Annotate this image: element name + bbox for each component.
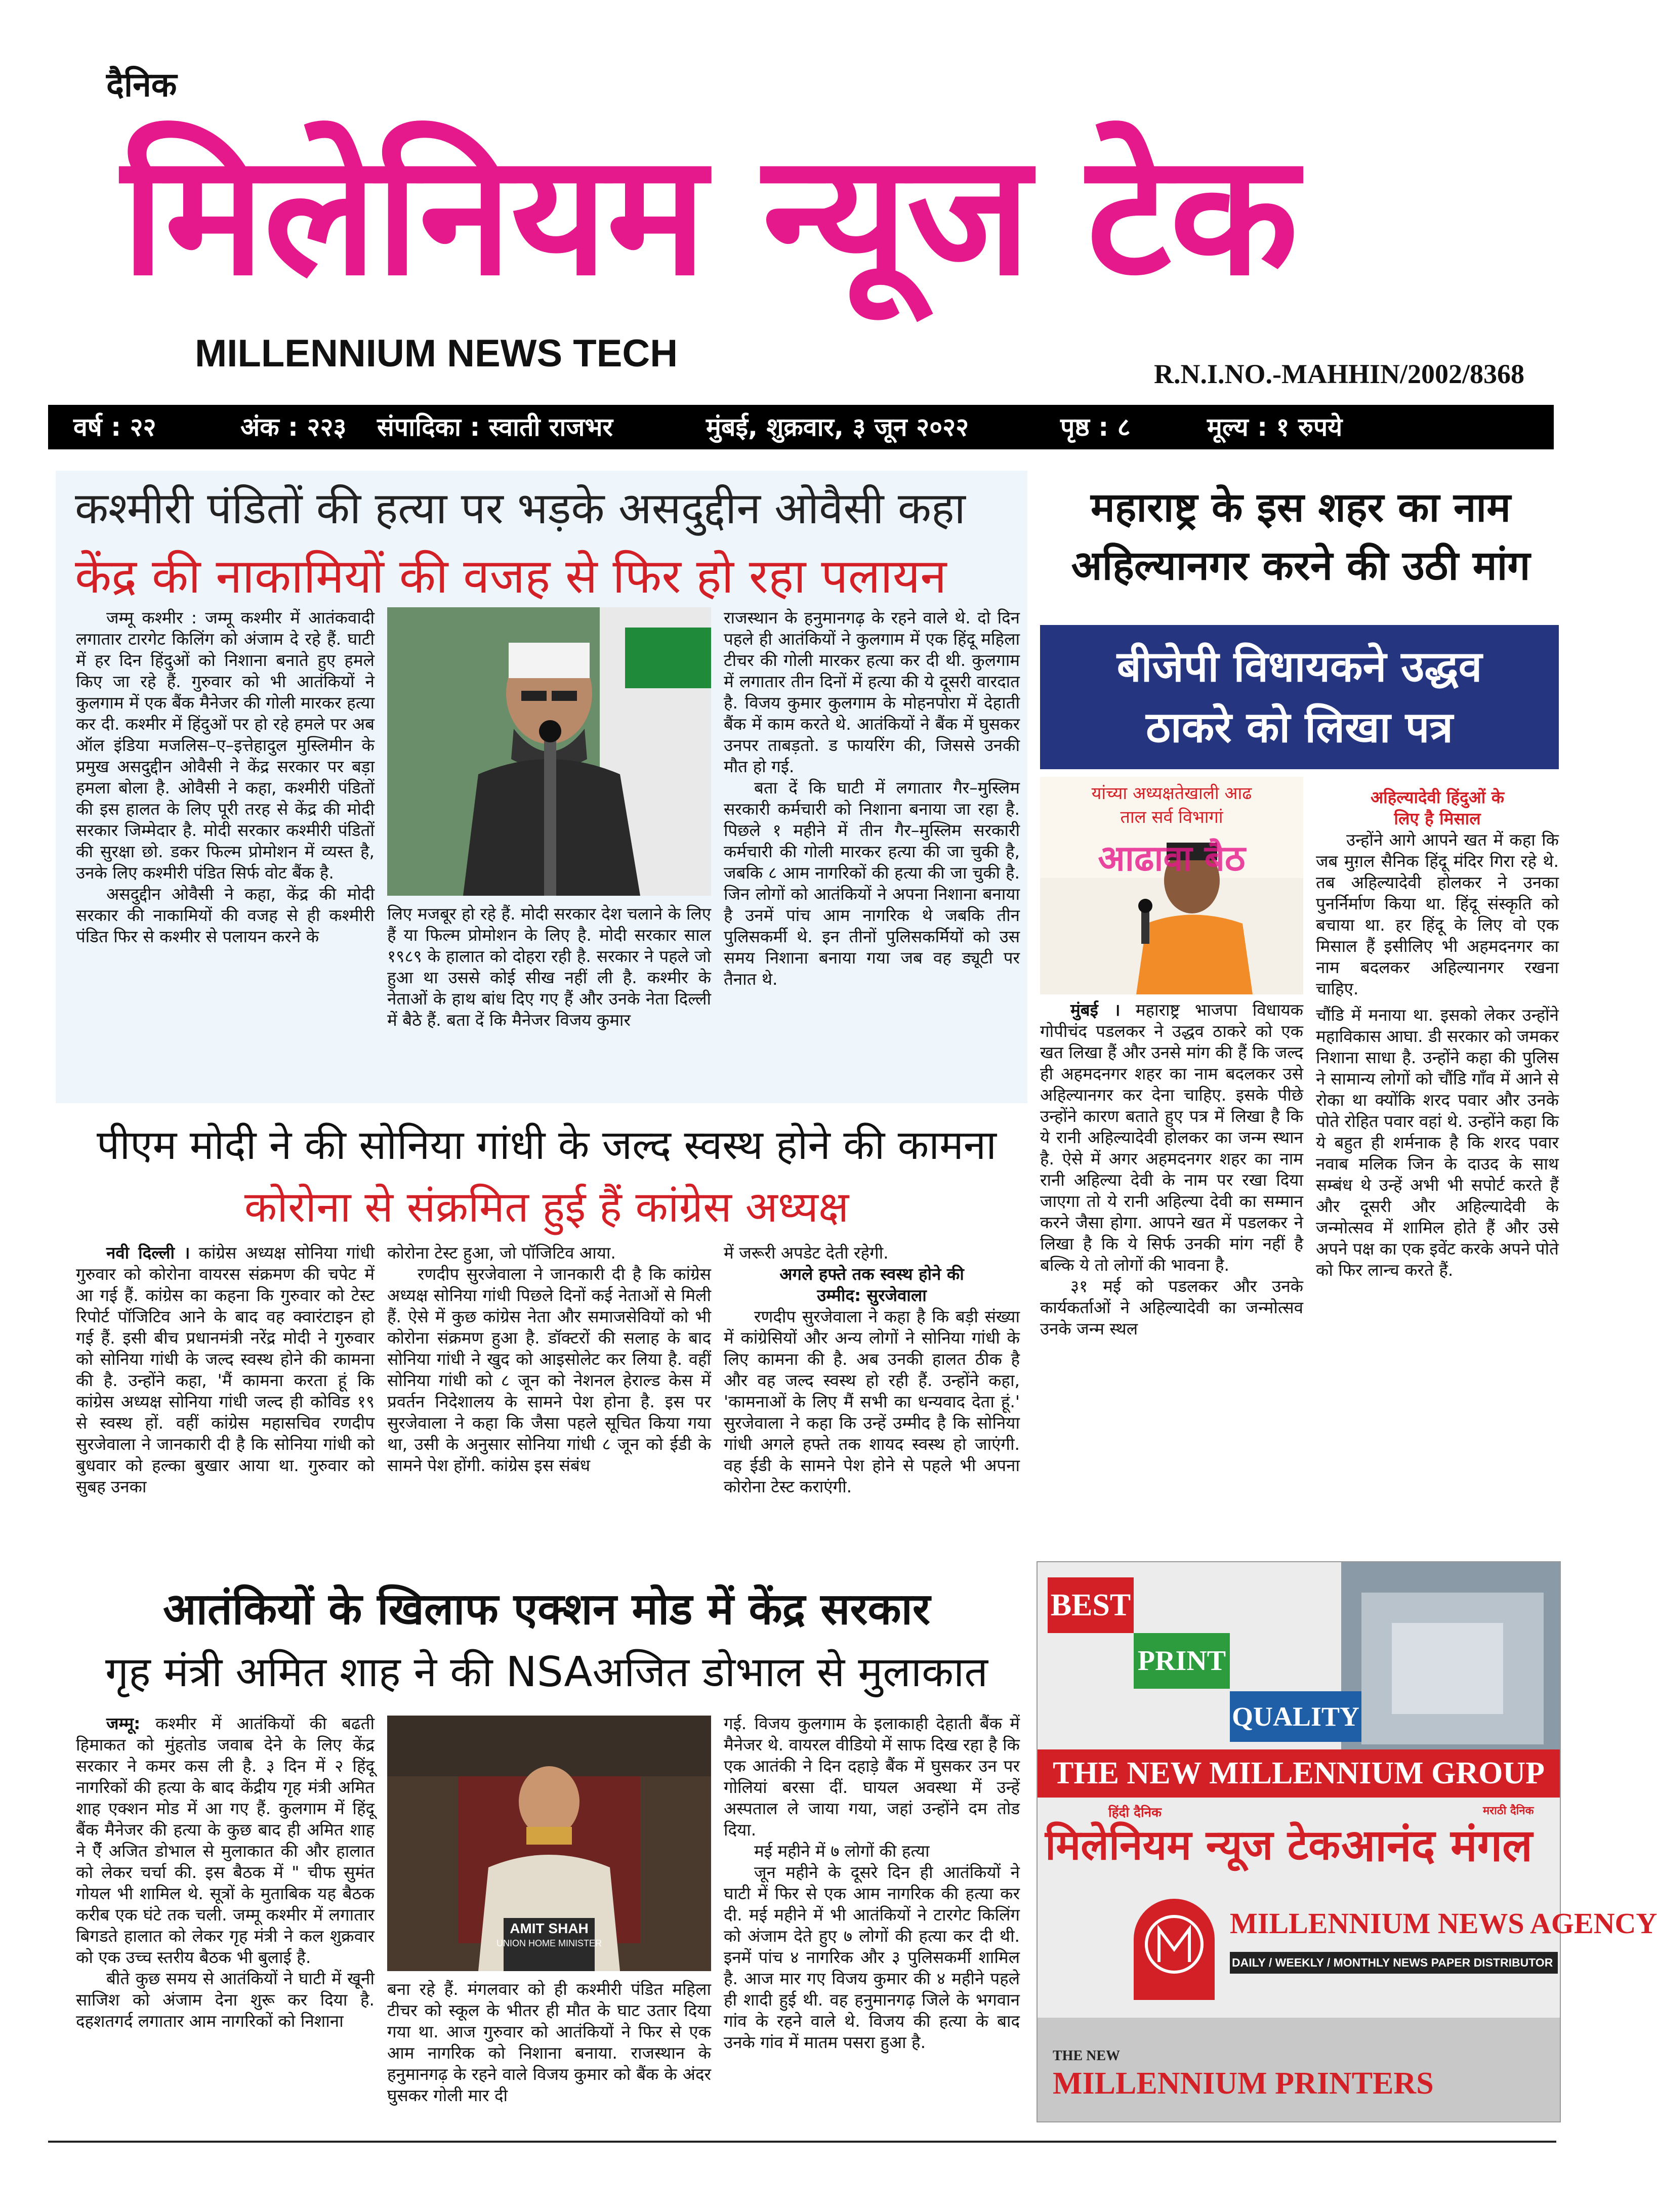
article-paragraph: जम्मू कश्मीर : जम्मू कश्मीर में आतंकवादी लगातार टारगेट किलिंग को अंजाम दे रहे हैं. घाटी में हर दिन हिंदुओं को निशाना बनाते हुए हमले किए जा रहे हैं. गुरुवार को भी आतंकियों ने कुलगाम में एक बैंक मैनेजर की गोली मारकर हत्या कर दी. कश्मीर में हिंदुओं पर हो रहे हमले पर अब ऑल इंडिया मजलिस–ए–इत्तेहादुल मुस्लिमीन के प्रमुख असदुद्दीन ओवैसी ने केंद्र सरकार पर बड़ा हमला बोला है. ओवैसी ने कहा, कश्मीरी पंडितों की इस हालत के लिए पूरी तरह से केंद्र की मोदी सरकार जिम्मेदार है. मोदी सरकार कश्मीरी पंडितों की सुरक्षा छो. डकर फिल्म प्रोमोशन में व्यस्त है, उनके लिए कश्मीरी पंडित सिर्फ वोट बैंक है. [76, 608, 375, 883]
article-ahilyanagar-headline [1038, 478, 1564, 595]
issue-price: मूल्य : १ रुपये [1207, 412, 1343, 442]
article-paragraph: कांग्रेस अध्यक्ष सोनिया गांधी गुरुवार को कोरोना वायरस संक्रमण की चपेट में आ गई हैं. कांग्रेस का कहना कि गुरुवार को टेस्ट रिपोर्ट पॉजिटिव आने के बाद वह क्वारंटाइन हो गई हैं. इसी बीच प्रधानमंत्री नरेंद्र मोदी ने गुरुवार को सोनिया गांधी के जल्द स्वस्थ होने की कामना की है. उन्होंने कहा, 'मैं कामना करता हूं कि कांग्रेस अध्यक्ष सोनिया गांधी जल्द ही कोविड १९ से स्वस्थ हों. वहीं कांग्रेस महासचिव रणदीप सुरजेवाला ने जानकारी दी है कि सोनिया गांधी को बुधवार को हल्का बुखार आया था. गुरुवार को सुबह उनका [76, 1243, 375, 1496]
article-paragraph: राजस्थान के हनुमानगढ़ के रहने वाले थे. दो दिन पहले ही आतंकियों ने कुलगाम में एक हिंदू महिला टीचर की गोली मारकर हत्या कर दी थी. कुलगाम में लगातार तीन दिनों में हत्या की ये दूसरी वारदात है. विजय कुमार कुलगाम के मोहनपोरा में देहाती बैंक में काम करते थे. आतंकियों ने बैंक में घुसकर उनपर ताबड़तो. ड फायरिंग की, जिससे उनकी मौत हो गई. [724, 608, 1020, 776]
ad-tag-best: BEST [1048, 1577, 1134, 1633]
article-paragraph: बता दें कि घाटी में लगातार गैर–मुस्लिम सरकारी कर्मचारी को निशाना बनाया जा रहा है. पिछले १ महीने में तीन गैर–मुस्लिम सरकारी कर्मचारी की गोली मारकर हत्या की जा चुकी है, जबकि ८ आम नागरिकों की हत्या की जा चुकी है. जिन लोगों को आतंकियों ने अपना निशाना बनाया है उनमें पांच आम नागरिक थे जबकि तीन पुलिसकर्मी थे. इन तीनों पुलिसकर्मियों को उस समय निशाना बनाया गया जब वह ड्यूटी पर तैनात थे. [724, 778, 1020, 989]
photo-banner-text: ताल सर्व विभागां [1120, 807, 1223, 827]
ad-paper1-label: हिंदी दैनिक [1108, 1805, 1162, 1820]
issue-editor: संपादिका : स्वाती राजभर [377, 412, 613, 442]
article-paragraph: रणदीप सुरजेवाला ने जानकारी दी है कि कांग्रेस अध्यक्ष सोनिया गांधी पिछले दिनों कई नेताओं से मिली हैं. ऐसे में कुछ कांग्रेस नेता और समाजसेवियों को भी कोरोना संक्रमण हुआ है. डॉक्टरों की सलाह के बाद सोनिया गांधी ने खुद को आइसोलेट कर लिया है. वहीं सोनिया गांधी को ८ जून को नेशनल हेराल्ड केस में प्रवर्तन निदेशालय के सामने पेश होना है. इस पर सुरजेवाला ने कहा कि जैसा पहले सूचित किया गया था, उसी के अनुसार सोनिया गांधी ८ जून को ईडी के सामने पेश होंगी. कांग्रेस इस संबंध [387, 1264, 711, 1475]
issue-year: वर्ष : २२ [73, 412, 156, 442]
boxed-headline-line: ठाकरे को लिखा पत्र [1146, 702, 1453, 752]
ad-paper2-name: आनंद मंगल [1341, 1819, 1532, 1871]
article-ahilyanagar-column-2 [1316, 787, 1559, 1546]
article-paragraph: ३१ मई को पडलकर और उनके कार्यकर्ताओं ने अहिल्यादेवी का जन्मोत्सव उनके जन्म स्थल [1040, 1276, 1303, 1339]
article-paragraph: गई. विजय कुलगाम के इलाकाही देहाती बैंक में मैनेजर थे. वायरल वीडियो में साफ दिख रहा है कि एक आतंकी ने दिन दहाड़े बैंक में घुसकर उन पर गोलियां बरसा दीं. घायल अवस्था में उन्हें अस्पताल ले जाया गया, जहां उन्होंने दम तोड दिया. [724, 1714, 1020, 1840]
article-subhead: अगले हफ्ते तक स्वस्थ होने की [779, 1264, 964, 1284]
article-dateline: जम्मू: [106, 1714, 141, 1733]
boxed-headline-line: बीजेपी विधायकने उद्धव [1116, 642, 1482, 691]
article-shah-headline: आतंकियों के खिलाफ एक्शन मोड में केंद्र सरकार [162, 1584, 931, 1635]
article-owaisi-headline: कश्मीरी पंडितों की हत्या पर भड़के असदुद्दीन ओवैसी कहा [75, 483, 966, 534]
issue-pages: पृष्ठ : ८ [1060, 412, 1131, 442]
article-shah-column-3 [724, 1713, 1020, 2133]
article-owaisi-column-2 [387, 903, 711, 1096]
article-paragraph: कश्मीर में आतंकियों की बढती हिमाकत को मुंहतोड जवाब देने के लिए केंद्र सरकार ने कमर कस ली है. ३ दिन में २ हिंदू नागरिकों की हत्या के बाद केंद्रीय गृह मंत्री अमित शाह एक्शन मोड में आ गए हैं. कुलगाम में हिंदू बैंक मैनेजर की हत्या के कुछ बाद ही अमित शाह ने ऐंँ अजित डोभाल से मुलाकात की और हालात को लेकर चर्चा की. इस बैठक में " चीफ सुमंत गोयल भी शामिल थे. सूत्रों के मुताबिक यह बैठक करीब एक घंटे तक चली. जम्मू कश्मीर में लगातार बिगडते हालात को लेकर गृह मंत्री ने कल शुक्रवार को एक उच्च स्तरीय बैठक भी बुलाई है. [76, 1714, 375, 1967]
masthead-title-english: MILLENNIUM NEWS TECH [195, 332, 678, 375]
article-paragraph: बना रहे हैं. मंगलवार को ही कश्मीरी पंडित महिला टीचर को स्कूल के भीतर ही मौत के घाट उतार दिया गया था. आज गुरुवार को आतंकियों ने फिर से एक आम नागरिक को निशाना बनाया. राजस्थान के हनुमानगढ़ के रहने वाले विजय कुमार को बैंक के अंदर घुसकर गोली मार दी [387, 1979, 711, 2105]
issue-dateline: मुंबई, शुक्रवार, ३ जून २०२२ [706, 412, 969, 442]
article-paragraph: रणदीप सुरजेवाला ने कहा है कि बड़ी संख्या में कांग्रेसियों और अन्य लोगों ने सोनिया गांधी के लिए कामना की है. अब उनकी हालत ठीक है और वह जल्द स्वस्थ हो रही हैं. उन्होंने कहा, 'कामनाओं के लिए मैं सभी का धन्यवाद देता हूं.' सुरजेवाला ने कहा कि उन्हें उम्मीद है कि सोनिया गांधी अगले हफ्ते तक शायद स्वस्थ हो जाएंगी. वह ईडी के सामने पेश होने से पहले भी अपना कोरोना टेस्ट कराएंगी. [724, 1307, 1020, 1496]
photo-banner-text: यांच्या अध्यक्षतेखाली आढ [1091, 783, 1252, 804]
amit-shah-photo [387, 1716, 711, 1971]
owaisi-photo [387, 607, 711, 896]
article-paragraph: बीते कुछ समय से आतंकियों ने घाटी में खूनी साजिश को अंजाम देना शुरू कर दिया है. दहशतगर्द लगातार आम नागरिकों को निशाना [76, 1969, 375, 2031]
article-subhead: मई महीने में ७ लोगों की हत्या [754, 1841, 930, 1861]
article-paragraph: लिए मजबूर हो रहे हैं. मोदी सरकार देश चलाने के लिए हैं या फिल्म प्रोमोशन के लिए है. मोदी सरकार साल १९८९ के हालात को दोहरा रही है. सरकार ने पहले जो हुआ था उससे कोई सीख नहीं ली है. कश्मीर के नेताओं के हाथ बांध दिए गए हैं और उनके नेता दिल्ली में बैठे हैं. बता दें कि मैनेजर विजय कुमार [387, 904, 711, 1030]
article-owaisi-column-3 [724, 607, 1020, 1093]
ad-printers-name: MILLENNIUM PRINTERS [1053, 2066, 1434, 2101]
article-shah-subheadline: गृह मंत्री अमित शाह ने की NSAअजित डोभाल से मुलाकात [105, 1648, 988, 1696]
article-paragraph: महाराष्ट्र भाजपा विधायक गोपीचंद पडलकर ने उद्धव ठाकरे को एक खत लिखा हैं और उनसे मांग की हैं कि जल्द ही अहमदनगर शहर का नाम बदलकर उसे अहिल्यानगर कर देना चाहिए. इसके पीछे उन्होंने कारण बताते हुए पत्र में लिखा है कि ये रानी अहिल्यादेवी होलकर का जन्म स्थान है. ऐसे में अगर अहमदनगर शहर का नाम रानी अहिल्या देवी के नाम पर रखा दिया जाएगा तो ये रानी अहिल्या देवी का सम्मान करने जैसा होगा. आपने खत में पडलकर ने लिखा है कि ये सिर्फ उनकी मांग नहीं है बल्कि ये तो लोगों की भावना है. [1040, 1000, 1303, 1275]
advertisement-millennium-group [1037, 1561, 1657, 2122]
photo-banner-text: आढावा बैठ [1098, 838, 1246, 879]
ad-paper1-name: मिलेनियम न्यूज टेक [1045, 1821, 1341, 1869]
ad-agency-subtitle: DAILY / WEEKLY / MONTHLY NEWS PAPER DISTRIBUTOR [1230, 1952, 1558, 1974]
article-ahilyanagar-column-1 [1040, 999, 1303, 1546]
article-sonia-column-1 [76, 1242, 375, 1566]
article-dateline: मुंबई । [1070, 1000, 1121, 1020]
article-dateline: नवी दिल्ली । [106, 1243, 190, 1263]
rni-number: R.N.I.NO.-MAHHIN/2002/8368 [1154, 359, 1524, 389]
issue-number: अंक : २२३ [240, 412, 347, 442]
article-subhead: लिए है मिसाल [1394, 809, 1481, 828]
ad-group-name: THE NEW MILLENNIUM GROUP [1038, 1749, 1560, 1798]
ad-paper2-label: मराठी दैनिक [1483, 1805, 1534, 1817]
article-paragraph: कोरोना टेस्ट हुआ, जो पॉजिटिव आया. [387, 1243, 616, 1263]
photo-caption-title: UNION HOME MINISTER [496, 1938, 602, 1948]
ad-agency-name: MILLENNIUM NEWS AGENCY [1230, 1907, 1657, 1940]
article-paragraph: में जरूरी अपडेट देती रहेगी. [724, 1243, 889, 1263]
masthead-title-hindi: मिलेनियम न्यूज टेक [121, 118, 1298, 312]
article-sonia-column-2 [387, 1242, 711, 1566]
ad-tag-quality: QUALITY [1230, 1691, 1361, 1742]
article-shah-column-1 [76, 1713, 375, 2133]
ad-logo [1134, 1899, 1215, 2000]
article-sonia-subheadline: कोरोना से संक्रमित हुई हैं कांग्रेस अध्यक्ष [244, 1182, 849, 1232]
headline-line: महाराष्ट्र के इस शहर का नाम [1091, 484, 1511, 531]
masthead-daily-label: दैनिक [106, 65, 177, 104]
article-ahilyanagar-boxed-headline [1040, 625, 1559, 769]
article-paragraph: जून महीने के दूसरे दिन ही आतंकियों ने घाटी में फिर से एक आम नागरिक की हत्या कर दी. मई महीने में भी आतंकियों ने टारगेट किलिंग को अंजाम देते हुए ७ लोगों की हत्या कर दी थी. इनमें पांच ४ नागरिक और ३ पुलिसकर्मी शामिल है. आज मार गए विजय कुमार की ४ महीने पहले ही शादी हुई थी. वह हनुमानगढ़ जिले के भगवान गांव के रहने वाले थे. विजय की हत्या के बाद उनके गांव में मातम पसरा हुआ है. [724, 1862, 1020, 2052]
photo-caption-name: AMIT SHAH [510, 1921, 589, 1936]
article-paragraph: उन्होंने आगे आपने खत में कहा कि जब मुग़ल सैनिक हिंदू मंदिर गिरा रहे थे. तब अहिल्यादेवी होलकर ने उनका पुनर्निर्माण किया था. हिंदू संस्कृति को बचाया था. हर हिंदू के लिए वो एक मिसाल हैं इसीलिए भी अहमदनगर का नाम बदलकर अहिल्यानगर रखना चाहिए. [1316, 830, 1559, 998]
issue-info-bar [48, 405, 1554, 449]
article-sonia-headline: पीएम मोदी ने की सोनिया गांधी के जल्द स्वस्थ होने की कामना [97, 1121, 997, 1168]
article-paragraph: असदुद्दीन ओवैसी ने कहा, केंद्र की मोदी सरकार की नाकामियों की वजह से ही कश्मीरी पंडित फिर से कश्मीर से पलायन करने के [76, 884, 375, 946]
article-paragraph: चौंडि में मनाया था. इसको लेकर उन्होंने महाविकास आघा. डी सरकार को जमकर निशाना साधा है. उन्होंने कहा की पुलिस ने सामान्य लोगों को चौंडि गॉंव में आने से रोका था क्योंकि शरद पवार और उनके पोते रोहित पवार वहां थे. उन्होंने कहा कि ये बहुत ही शर्मनाक है कि शरद पवार नवाब मलिक जिन के दाउद के साथ सम्बंध थे उन्हें अभी भी सपोर्ट करते हैं और दूसरी और अहिल्यादेवी के जन्मोत्सव में शामिल होते हैं और उसे अपने पक्ष का एक इवेंट करके अपने पोते को फिर लान्च करते हैं. [1316, 1005, 1559, 1280]
article-owaisi-column-1 [76, 607, 375, 1093]
article-subhead: उम्मीद: सुरजेवाला [817, 1285, 927, 1305]
ad-tag-print: PRINT [1134, 1633, 1230, 1689]
headline-line: अहिल्यानगर करने की उठी मांग [1071, 542, 1530, 589]
article-sonia-column-3 [724, 1242, 1020, 1566]
ad-printers-prefix: THE NEW [1053, 2048, 1121, 2064]
padalkar-photo [1040, 777, 1303, 994]
page-bottom-rule [48, 2141, 1556, 2143]
article-subhead: अहिल्यादेवी हिंदुओं के [1370, 787, 1505, 807]
article-owaisi-subheadline: केंद्र की नाकामियों की वजह से फिर हो रहा पलायन [75, 549, 947, 604]
article-shah-column-2 [387, 1979, 711, 2133]
